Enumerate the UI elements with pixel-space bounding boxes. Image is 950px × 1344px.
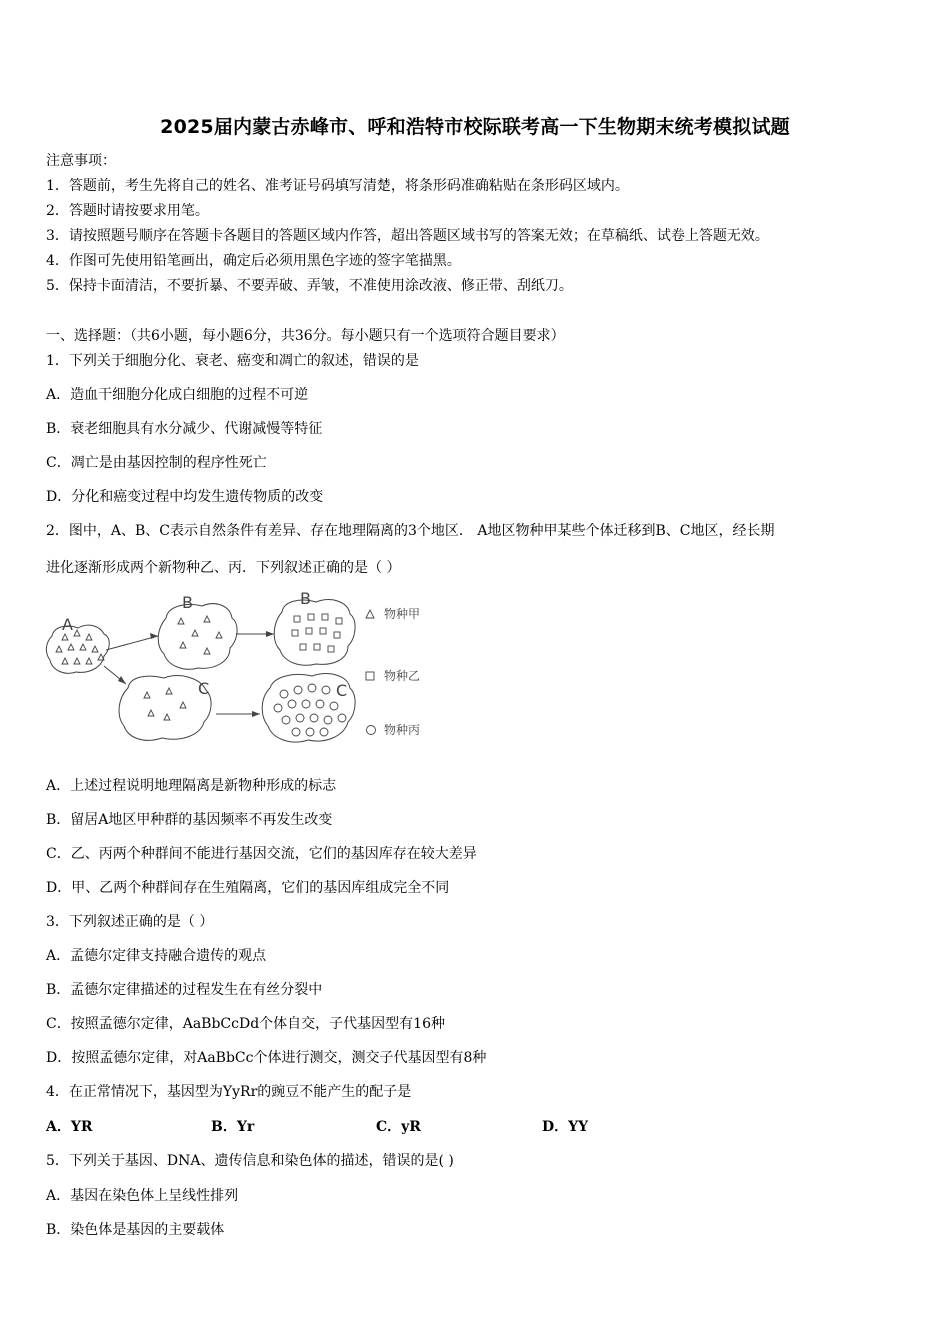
legend-triangle-icon — [366, 610, 374, 618]
question-stem-3: 3．下列叙述正确的是（ ） — [46, 914, 214, 930]
notice-item: 2．答题时请按要求用笔。 — [46, 203, 209, 219]
region-label-b: B — [182, 593, 193, 612]
notice-item: 5．保持卡面清洁，不要折暴、不要弄破、弄皱，不准使用涂改液、修正带、刮纸刀。 — [46, 278, 573, 294]
question-stem-2-line2: 进化逐渐形成两个新物种乙、丙．下列叙述正确的是（ ） — [46, 560, 401, 576]
legend-label-bing: 物种丙 — [384, 723, 421, 737]
region-label-c: C — [336, 681, 348, 700]
option-1a: A．造血干细胞分化成白细胞的过程不可逆 — [46, 387, 309, 403]
arrowhead — [150, 633, 158, 639]
notice-heading: 注意事项： — [46, 153, 116, 169]
option-1c: C．凋亡是由基因控制的程序性死亡 — [46, 455, 267, 471]
option-3b: B．孟德尔定律描述的过程发生在有丝分裂中 — [46, 982, 323, 998]
legend-label-yi: 物种乙 — [384, 669, 421, 683]
legend-label-jia: 物种甲 — [384, 607, 421, 621]
question-stem-5: 5．下列关于基因、DNA、遗传信息和染色体的描述，错误的是( ) — [46, 1153, 454, 1169]
notice-item: 1．答题前，考生先将自己的姓名、准考证号码填写清楚，将条形码准确粘贴在条形码区域内。 — [46, 178, 629, 194]
region-b-outline-final — [274, 600, 355, 666]
arrowhead — [266, 631, 274, 637]
notice-item: 3．请按照题号顺序在答题卡各题目的答题区域内作答，超出答题区域书写的答案无效；在草稿纸、试卷上答题无效。 — [46, 228, 769, 244]
option-4a: A．YR — [46, 1119, 93, 1135]
section-heading: 一、选择题：（共6小题，每小题6分，共36分。每小题只有一个选项符合题目要求） — [46, 328, 565, 344]
option-2d: D．甲、乙两个种群间存在生殖隔离，它们的基因库组成完全不同 — [46, 880, 450, 896]
speciation-diagram — [44, 588, 444, 753]
species-yi-markers — [292, 614, 342, 652]
question-stem-1: 1．下列关于细胞分化、衰老、癌变和凋亡的叙述，错误的是 — [46, 353, 419, 369]
option-2a: A．上述过程说明地理隔离是新物种形成的标志 — [46, 778, 337, 794]
migration-arrow-to-b — [106, 636, 158, 650]
question-stem-2-line1: 2．图中，A、B、C表示自然条件有差异、存在地理隔离的3个地区． A地区物种甲某些个体迁移到B、C地区，经长期 — [46, 523, 775, 539]
region-label-b: B — [300, 589, 311, 608]
option-4d: D．YY — [542, 1119, 589, 1135]
notice-item: 4．作图可先使用铅笔画出，确定后必须用黑色字迹的签字笔描黑。 — [46, 253, 461, 269]
page-title: 2025届内蒙古赤峰市、呼和浩特市校际联考高一下生物期末统考模拟试题 — [160, 116, 790, 138]
option-5a: A．基因在染色体上呈线性排列 — [46, 1188, 239, 1204]
option-1d: D．分化和癌变过程中均发生遗传物质的改变 — [46, 489, 324, 505]
option-4b: B．Yr — [211, 1119, 255, 1135]
arrowhead — [118, 676, 126, 684]
option-5b: B．染色体是基因的主要载体 — [46, 1222, 225, 1238]
option-1b: B．衰老细胞具有水分减少、代谢减慢等特征 — [46, 421, 323, 437]
region-label-c: C — [198, 679, 210, 698]
legend-circle-icon — [367, 726, 376, 735]
region-label-a: A — [62, 615, 73, 634]
option-3c: C．按照孟德尔定律，AaBbCcDd个体自交，子代基因型有16种 — [46, 1016, 445, 1032]
arrowhead — [252, 711, 260, 717]
option-4c: C．yR — [376, 1119, 421, 1135]
option-3a: A．孟德尔定律支持融合遗传的观点 — [46, 948, 267, 964]
option-2c: C．乙、丙两个种群间不能进行基因交流，它们的基因库存在较大差异 — [46, 846, 477, 862]
legend-square-icon — [366, 672, 374, 680]
question-stem-4: 4．在正常情况下，基因型为YyRr的豌豆不能产生的配子是 — [46, 1084, 412, 1100]
option-2b: B．留居A地区甲种群的基因频率不再发生改变 — [46, 812, 333, 828]
option-3d: D．按照孟德尔定律，对AaBbCc个体进行测交，测交子代基因型有8种 — [46, 1050, 487, 1066]
